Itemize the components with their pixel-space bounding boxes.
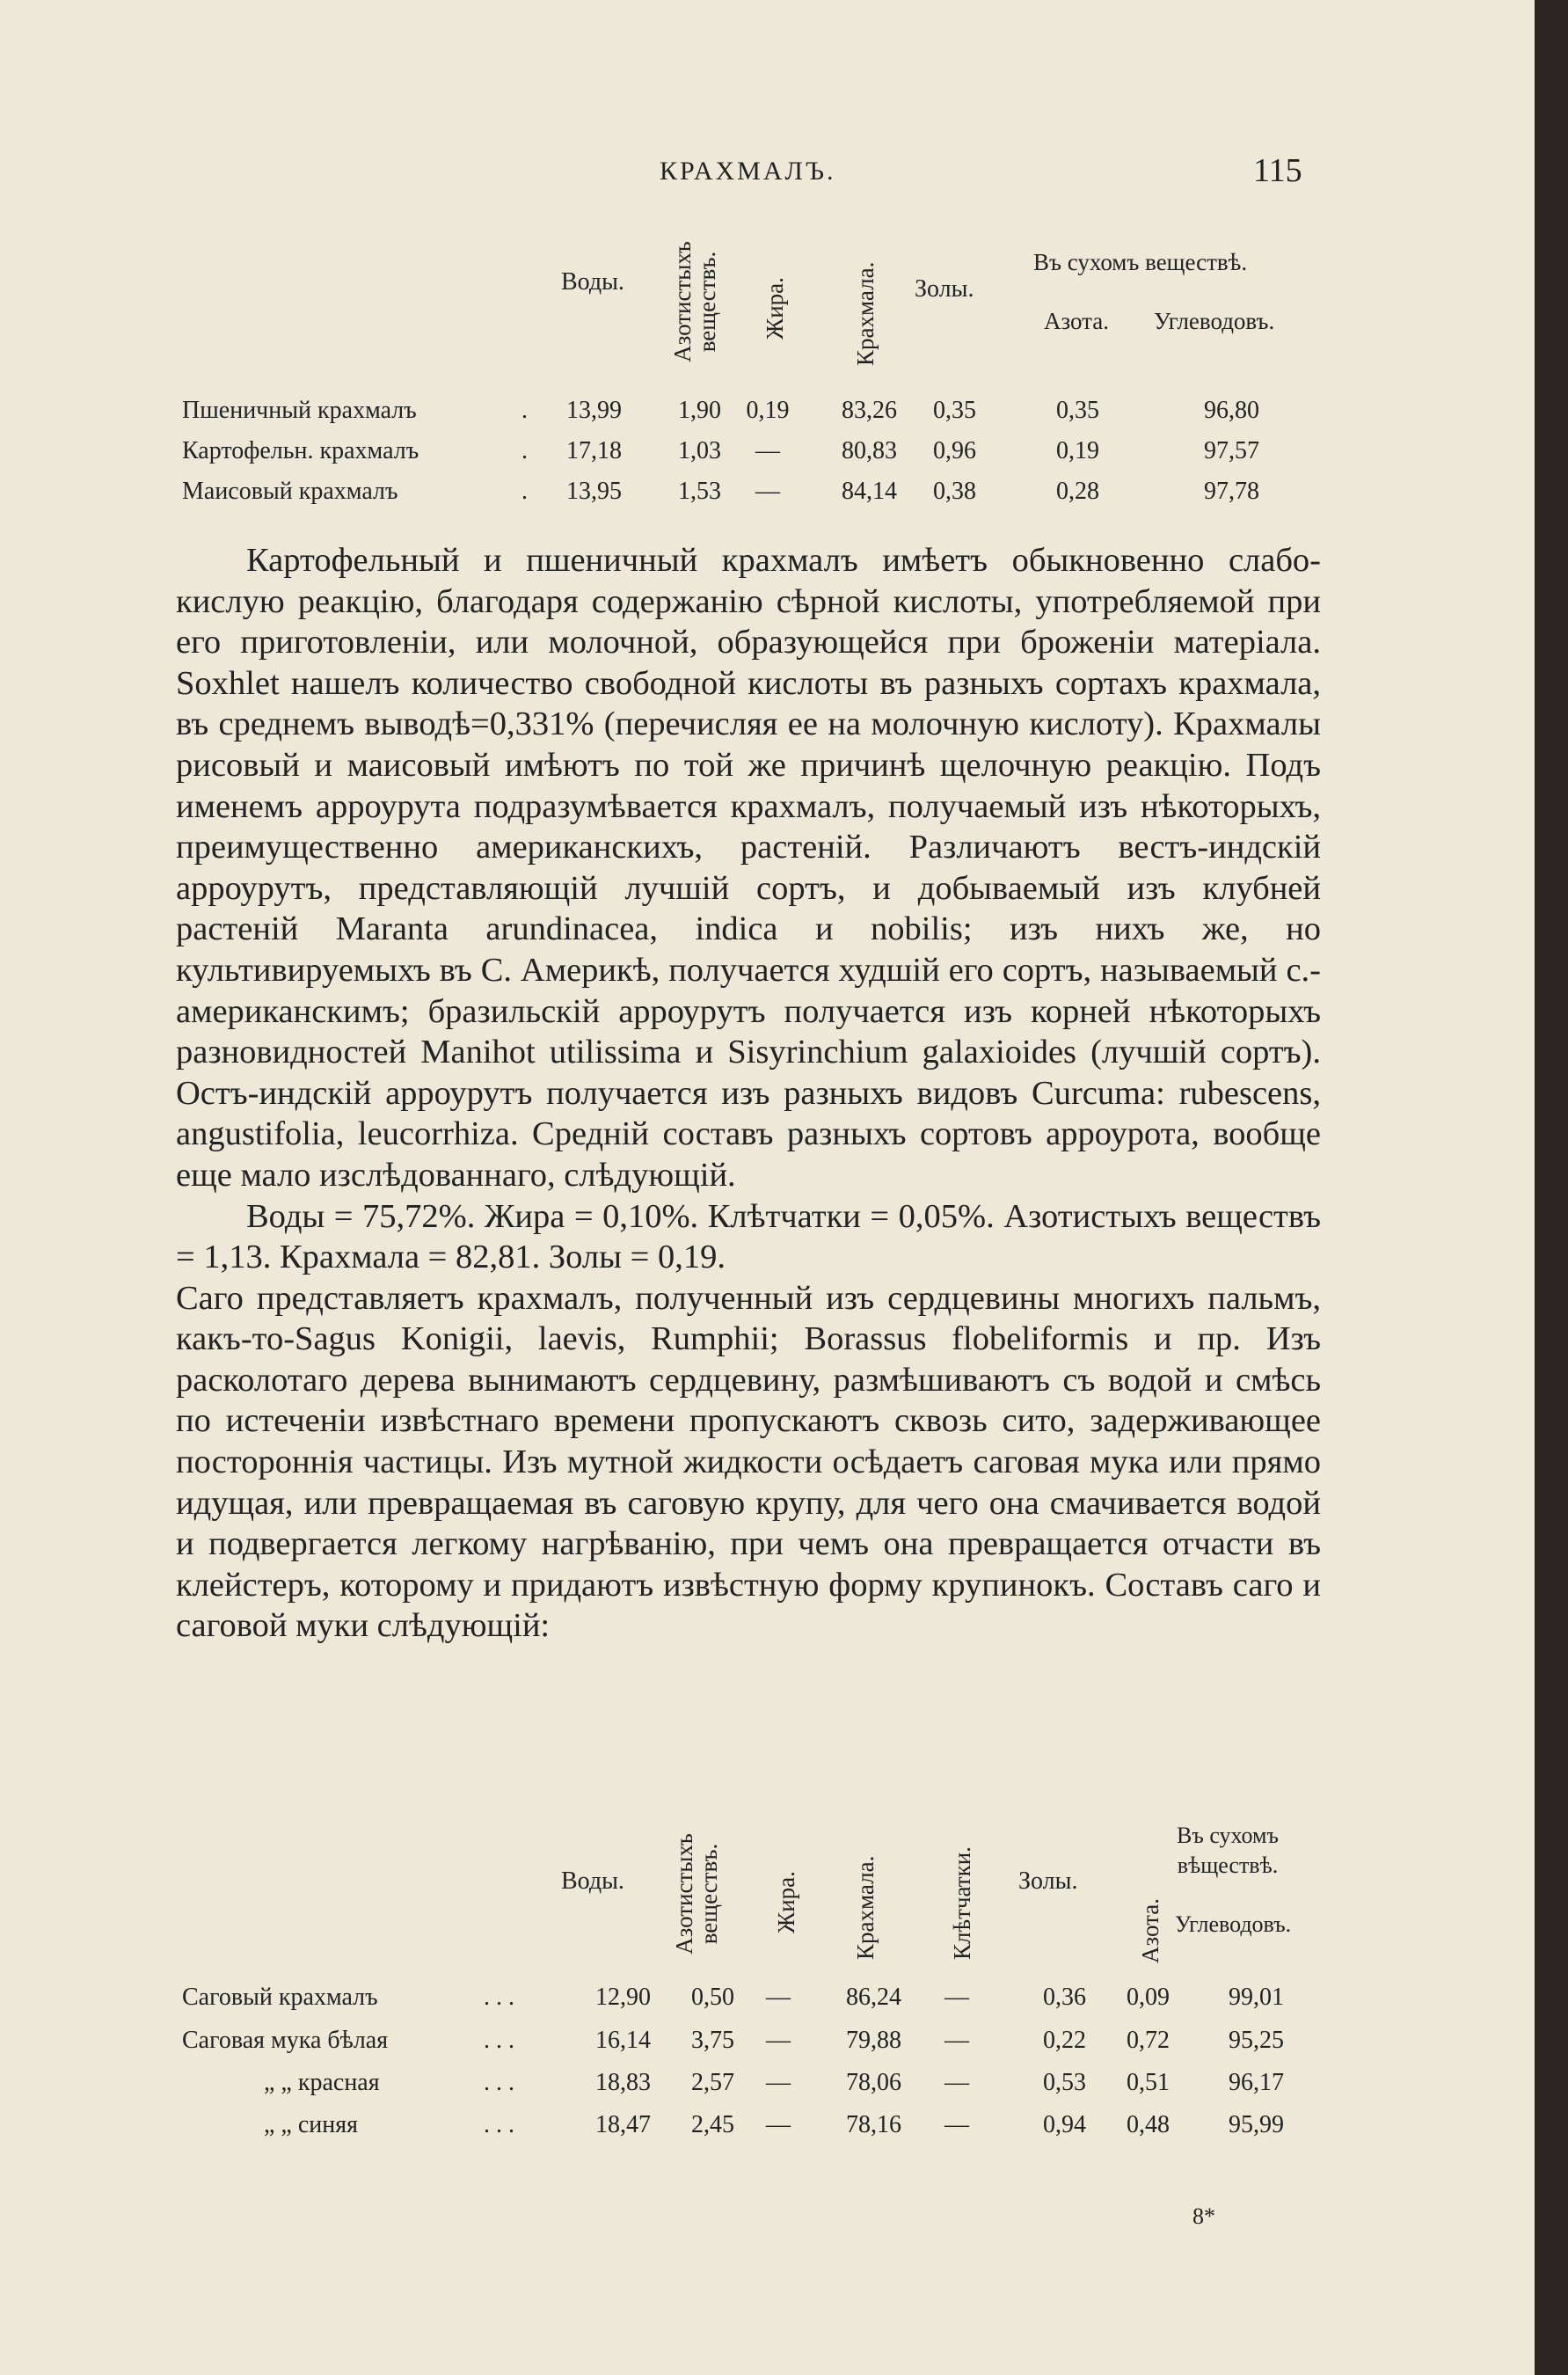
column-header-fat: Жира. [762, 277, 788, 340]
cell-starch: 83,26 [842, 397, 897, 424]
column-header-dry-matter: Въ сухомъ вѣществѣ. [1177, 1823, 1279, 1878]
column-header-dry-matter: Въ сухомъ веществѣ. [1033, 249, 1248, 275]
cell-fat: — [755, 437, 780, 464]
cell-water: 13,99 [566, 397, 622, 424]
cell-nitrogen: 1,90 [678, 397, 721, 424]
column-header-ash: Золы. [915, 275, 974, 303]
cell-nitrogen: 1,53 [678, 478, 721, 505]
cell-fat: — [755, 478, 780, 505]
running-head: КРАХМАЛЪ. [660, 157, 836, 186]
paragraph-arrowroot-composition: Воды = 75,72%. Жира = 0,10%. Клѣтчатки = 0,05%. Азотистыхъ веществъ = 1,13. Крахмала = 82,81. Золы = 0,19. [176, 1197, 1321, 1276]
cell-ash: 0,36 [1043, 1984, 1086, 2011]
cell-water: 12,90 [595, 1984, 651, 2011]
row-label: Картофельн. крахмалъ [182, 437, 419, 464]
cell-water: 18,83 [595, 2069, 651, 2096]
row-label: Пшеничный крахмалъ [182, 397, 417, 424]
column-header-starch: Крахмала. [852, 261, 879, 366]
cell-dry-carbs: 95,99 [1229, 2111, 1284, 2138]
cell-starch: 78,06 [846, 2069, 901, 2096]
column-header-nitrogen: Азотистыхъ веществъ. [669, 241, 720, 362]
cell-ash: 0,53 [1043, 2069, 1086, 2096]
row-label: Саговый крахмалъ [182, 1984, 378, 2011]
cell-dry-nitrogen: 0,19 [1056, 437, 1099, 464]
cell-dry-carbs: 96,17 [1229, 2069, 1284, 2096]
cell-dry-carbs: 97,78 [1204, 478, 1259, 505]
cell-nitrogen: 1,03 [678, 437, 721, 464]
paragraph-starch-reaction: Картофельный и пшеничный крахмалъ имѣетъ обыкновенно слабо-кислую реакцію, благодаря содержанію сѣрной кислоты, употребляемой при его приготовленіи, или молочной, образующейся при броженіи матеріала. Soxhlet нашелъ количество свободной кислоты въ разныхъ сортахъ крахмала, въ среднемъ выводѣ=0,331% (перечисляя ее на молочную кислоту). Крахмалы рисовый и маисовый имѣютъ по той же причинѣ щелочную реакцію. Подъ именемъ арроурута подразумѣвается крахмалъ, получаемый изъ нѣкоторыхъ, преимущественно американскихъ, растеній. Различаютъ вестъ-индскій арроурутъ, представляющій лучшій сортъ, и добываемый изъ клубней растеній Maranta arundinacea, indica и nobilis; изъ нихъ же, но культивируемыхъ въ С. Америкѣ, получается худшій его сортъ, называемый с.-американскимъ; бразильскій арроурутъ получается изъ корней нѣкоторыхъ разновидностей Manihot utilissima и Sisyrinchium galaxioides (лучшій сортъ). Остъ-индскій арроурутъ получается изъ разныхъ видовъ Curcuma: rubescens, angustifolia, leucorrhiza. Средній составъ разныхъ сортовъ арроурота, вообще еще мало изслѣдованнаго, слѣдующій. [176, 542, 1321, 1194]
row-dots: . [521, 437, 528, 464]
cell-dry-carbs: 95,25 [1229, 2027, 1284, 2054]
cell-ash: 0,35 [933, 397, 976, 424]
cell-water: 17,18 [566, 437, 622, 464]
column-header-water: Воды. [561, 1867, 624, 1895]
cell-nitrogen: 2,45 [691, 2111, 734, 2138]
cell-ash: 0,38 [933, 478, 976, 505]
body-text [176, 540, 1321, 1647]
cell-dry-carbs: 99,01 [1229, 1984, 1284, 2011]
cell-fiber: — [944, 1984, 969, 2011]
cell-nitrogen: 3,75 [691, 2027, 734, 2054]
row-label: Саговая мука бѣлая [182, 2027, 389, 2054]
row-dots: . [521, 478, 528, 505]
cell-dry-carbs: 97,57 [1204, 437, 1259, 464]
cell-fiber: — [944, 2027, 969, 2054]
row-dots: . . . [484, 1984, 514, 2011]
scan-edge [1535, 0, 1568, 2375]
cell-starch: 86,24 [846, 1984, 901, 2011]
paragraph-sago: Саго представляетъ крахмалъ, полученный изъ сердцевины многихъ пальмъ, какъ-то-Sagus Konigii, laevis, Rumphii; Borassus flobeliformis и пр. Изъ расколотаго дерева вынимаютъ сердцевину, размѣшиваютъ съ водой и смѣсь по истеченіи извѣстнаго времени пропускаютъ сквозь сито, задерживающее постороннія частицы. Изъ мутной жидкости осѣдаетъ саговая мука или прямо идущая, или превращаемая въ саговую крупу, для чего она смачивается водой и подвергается легкому нагрѣванію, при чемъ она превращается отчасти въ клейстеръ, которому и придаютъ извѣстную форму крупинокъ. Составъ саго и саговой муки слѣдующій: [176, 1279, 1321, 1645]
cell-dry-nitrogen: 0,28 [1056, 478, 1099, 505]
cell-ash: 0,96 [933, 437, 976, 464]
page-number: 115 [1253, 152, 1302, 189]
cell-water: 16,14 [595, 2027, 651, 2054]
cell-starch: 79,88 [846, 2027, 901, 2054]
column-header-ash: Золы. [1018, 1867, 1078, 1895]
cell-dry-nitrogen: 0,35 [1056, 397, 1099, 424]
row-label: „ „ синяя [264, 2111, 359, 2138]
column-header-starch: Крахмала. [852, 1855, 879, 1960]
cell-dry-nitrogen: 0,51 [1127, 2069, 1170, 2096]
cell-dry-nitrogen: 0,09 [1127, 1984, 1170, 2011]
cell-nitrogen: 2,57 [691, 2069, 734, 2096]
column-header-nitrogen: Азотистыхъ веществъ. [671, 1833, 722, 1955]
cell-dry-nitrogen: 0,48 [1127, 2111, 1170, 2138]
cell-fat: — [766, 1984, 791, 2011]
row-label: Маисовый крахмалъ [182, 478, 398, 505]
column-header-dry-carbs: Углеводовъ. [1175, 1911, 1292, 1937]
cell-fat: 0,19 [746, 397, 790, 424]
column-header-dry-nitrogen: Азота. [1044, 308, 1110, 334]
cell-starch: 84,14 [842, 478, 897, 505]
cell-starch: 78,16 [846, 2111, 901, 2138]
cell-ash: 0,94 [1043, 2111, 1086, 2138]
row-dots: . [521, 397, 528, 424]
cell-dry-carbs: 96,80 [1204, 397, 1259, 424]
row-label: „ „ красная [264, 2069, 380, 2096]
cell-fat: — [766, 2027, 791, 2054]
cell-ash: 0,22 [1043, 2027, 1086, 2054]
cell-fiber: — [944, 2111, 969, 2138]
column-header-dry-nitrogen: Азота. [1137, 1897, 1163, 1963]
cell-fat: — [766, 2069, 791, 2096]
column-header-dry-carbs: Углеводовъ. [1154, 308, 1275, 334]
column-header-fiber: Клѣтчатки. [949, 1846, 975, 1960]
printer-signature-mark: 8* [1192, 2203, 1215, 2229]
cell-dry-nitrogen: 0,72 [1127, 2027, 1170, 2054]
cell-starch: 80,83 [842, 437, 897, 464]
cell-nitrogen: 0,50 [691, 1984, 734, 2011]
column-header-water: Воды. [561, 268, 624, 296]
cell-fat: — [766, 2111, 791, 2138]
column-header-fat: Жира. [773, 1871, 799, 1933]
cell-fiber: — [944, 2069, 969, 2096]
cell-water: 13,95 [566, 478, 622, 505]
cell-water: 18,47 [595, 2111, 651, 2138]
row-dots: . . . [484, 2027, 514, 2054]
row-dots: . . . [484, 2111, 514, 2138]
row-dots: . . . [484, 2069, 514, 2096]
